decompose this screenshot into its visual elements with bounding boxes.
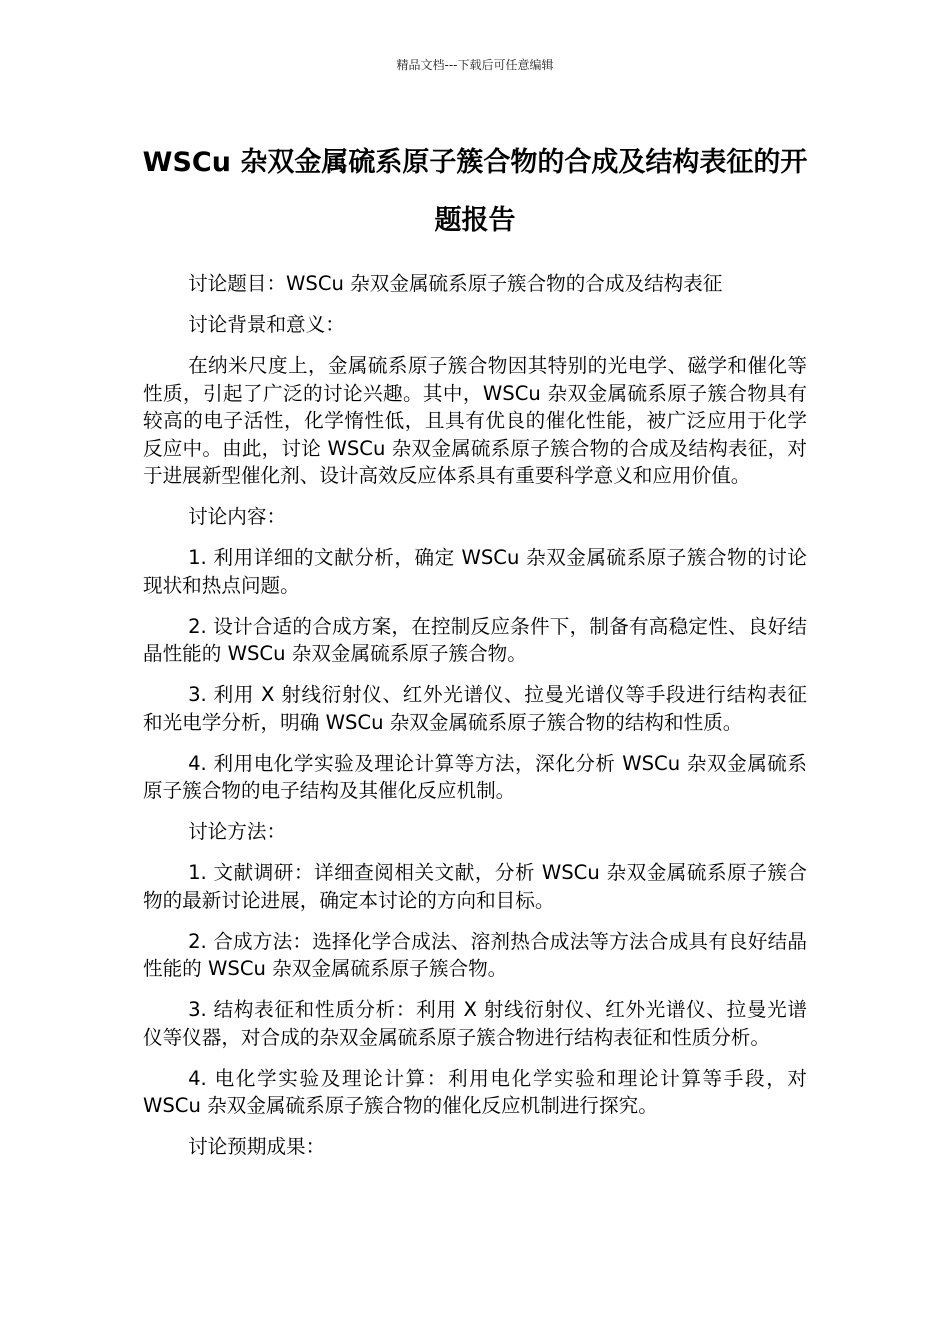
paragraph-background: 在纳米尺度上，金属硫系原子簇合物因其特别的光电学、磁学和催化等性质，引起了广泛的讨论兴趣。其中，WSCu 杂双金属硫系原子簇合物具有较高的电子活性，化学惰性低，且具有优良的催化性能，被广泛应用于化学反应中。由此，讨论 WSCu 杂双金属硫系原子簇合物的合成及结构表征，对于进展新型催化剂、设计高效反应体系具有重要科学意义和应用价值。 [143, 354, 807, 487]
document-body [143, 270, 807, 1174]
paragraph-method-item-4: 4. 电化学实验及理论计算：利用电化学实验和理论计算等手段，对 WSCu 杂双金属硫系原子簇合物的催化反应机制进行探究。 [143, 1066, 807, 1117]
document-title: WSCu 杂双金属硫系原子簇合物的合成及结构表征的开题报告 [142, 147, 808, 236]
paragraph-background-heading: 讨论背景和意义： [188, 313, 345, 336]
paragraph-content-item-2: 2. 设计合适的合成方案，在控制反应条件下，制备有高稳定性、良好结晶性能的 WSCu 杂双金属硫系原子簇合物。 [143, 614, 807, 665]
paragraph-expected-results-heading: 讨论预期成果： [188, 1135, 326, 1158]
paragraph-topic: 讨论题目：WSCu 杂双金属硫系原子簇合物的合成及结构表征 [188, 272, 723, 295]
paragraph-method-heading: 讨论方法： [188, 820, 287, 843]
paragraph-content-item-4: 4. 利用电化学实验及理论计算等方法，深化分析 WSCu 杂双金属硫系原子簇合物的电子结构及其催化反应机制。 [143, 751, 807, 802]
paragraph-content-heading: 讨论内容： [188, 505, 287, 528]
paragraph-method-item-3: 3. 结构表征和性质分析：利用 X 射线衍射仪、红外光谱仪、拉曼光谱仪等仪器，对合成的杂双金属硫系原子簇合物进行结构表征和性质分析。 [143, 998, 807, 1049]
paragraph-method-item-1: 1. 文献调研：详细查阅相关文献，分析 WSCu 杂双金属硫系原子簇合物的最新讨论进展，确定本讨论的方向和目标。 [143, 861, 807, 912]
paragraph-content-item-3: 3. 利用 X 射线衍射仪、红外光谱仪、拉曼光谱仪等手段进行结构表征和光电学分析，明确 WSCu 杂双金属硫系原子簇合物的结构和性质。 [143, 683, 807, 734]
page-header: 精品文档---下载后可任意编辑 [396, 58, 554, 72]
paragraph-method-item-2: 2. 合成方法：选择化学合成法、溶剂热合成法等方法合成具有良好结晶性能的 WSCu 杂双金属硫系原子簇合物。 [143, 929, 807, 980]
paragraph-content-item-1: 1. 利用详细的文献分析，确定 WSCu 杂双金属硫系原子簇合物的讨论现状和热点问题。 [143, 546, 807, 597]
